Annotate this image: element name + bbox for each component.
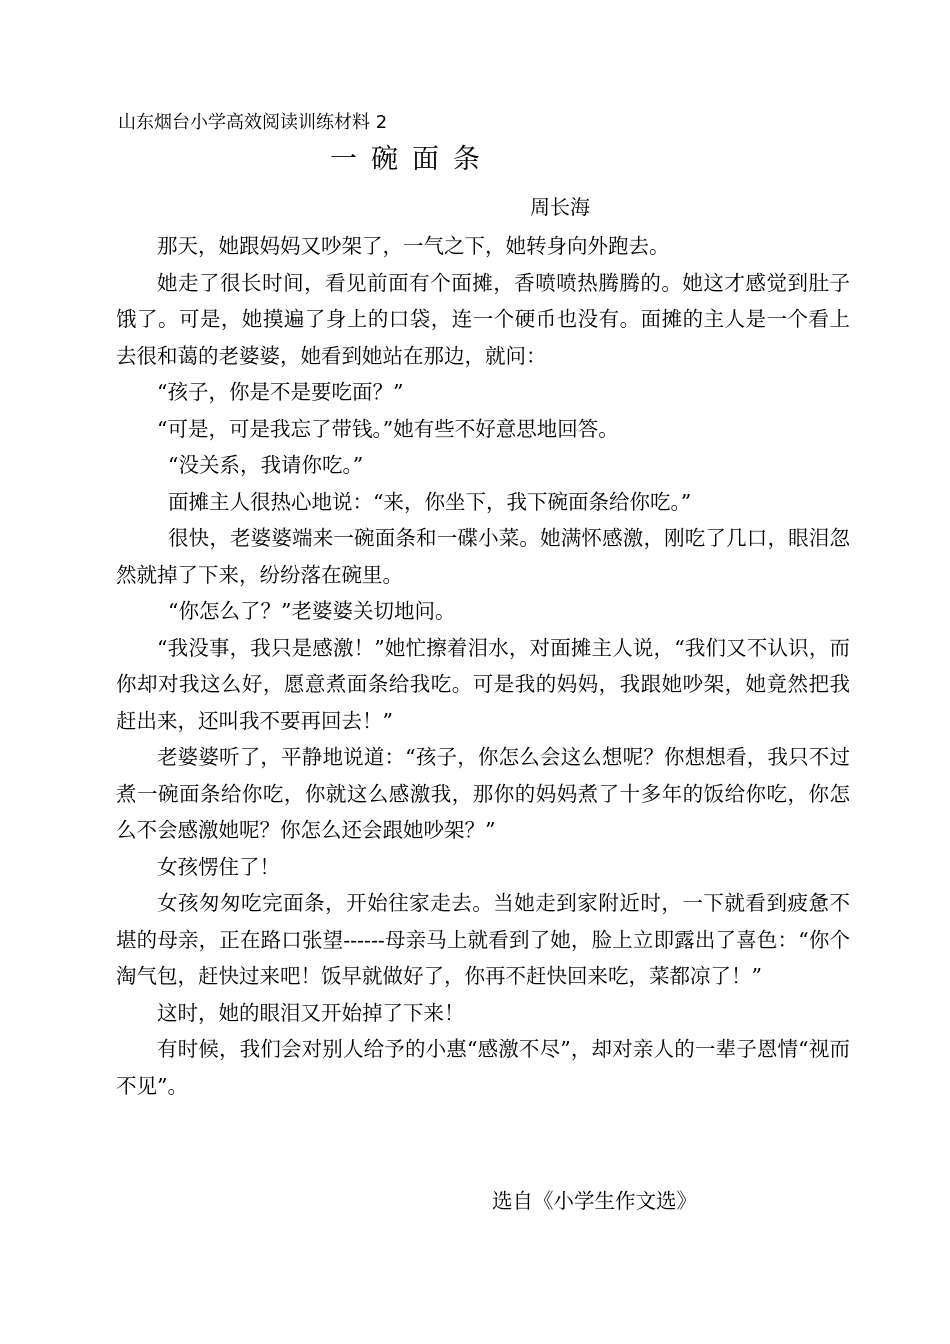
paragraph: 面摊主人很热心地说：“来，你坐下，我下碗面条给你吃。”	[168, 489, 692, 514]
paragraph: “我没事，我只是感激！”她忙擦着泪水，对面摊主人说，“我们又不认识，而你却对我这么好，愿意煮面条给我吃。可是我的妈妈，我跟她吵架，她竟然把我赶出来，还叫我不要再回去！”	[116, 635, 850, 733]
article-body	[116, 228, 850, 1104]
paragraph: “可是，可是我忘了带钱。”她有些不好意思地回答。	[157, 416, 619, 441]
article-author: 周长海	[530, 195, 590, 219]
paragraph: 这时，她的眼泪又开始掉了下来！	[157, 1000, 465, 1025]
paragraph: 很快，老婆婆端来一碗面条和一碟小菜。她满怀感激，刚吃了几口，眼泪忽然就掉了下来，纷纷落在碗里。	[116, 526, 850, 587]
paragraph: 有时候，我们会对别人给予的小惠“感激不尽”，却对亲人的一辈子恩情“视而不见”。	[116, 1037, 850, 1098]
paragraph: “没关系，我请你吃。”	[168, 453, 364, 477]
article-title: 一碗面条	[330, 144, 494, 175]
paragraph: 她走了很长时间，看见前面有个面摊，香喷喷热腾腾的。她这才感觉到肚子饿了。可是，她摸遍了身上的口袋，连一个硬币也没有。面摊的主人是一个看上去很和蔼的老婆婆，她看到她站在那边，就问：	[116, 270, 850, 368]
paragraph: 女孩愣住了！	[157, 854, 280, 879]
paragraph: 女孩匆匆吃完面条，开始往家走去。当她走到家附近时，一下就看到疲惫不堪的母亲，正在路口张望------母亲马上就看到了她，脸上立即露出了喜色：“你个淘气包，赶快过来吧！饭早就做好了，你再不赶快回来吃，菜都凉了！”	[116, 891, 850, 988]
document-header: 山东烟台小学高效阅读训练材料 2	[118, 112, 388, 133]
paragraph: “你怎么了？”老婆婆关切地问。	[168, 599, 456, 623]
paragraph: 老婆婆听了，平静地说道：“孩子，你怎么会这么想呢？你想想看，我只不过煮一碗面条给你吃，你就这么感激我，那你的妈妈煮了十多年的饭给你吃，你怎么不会感激她呢？你怎么还会跟她吵架？”	[116, 745, 850, 842]
article-source: 选自《小学生作文选》	[492, 1189, 697, 1213]
paragraph: “孩子，你是不是要吃面？”	[157, 380, 404, 404]
paragraph: 那天，她跟妈妈又吵架了，一气之下，她转身向外跑去。	[157, 234, 670, 258]
